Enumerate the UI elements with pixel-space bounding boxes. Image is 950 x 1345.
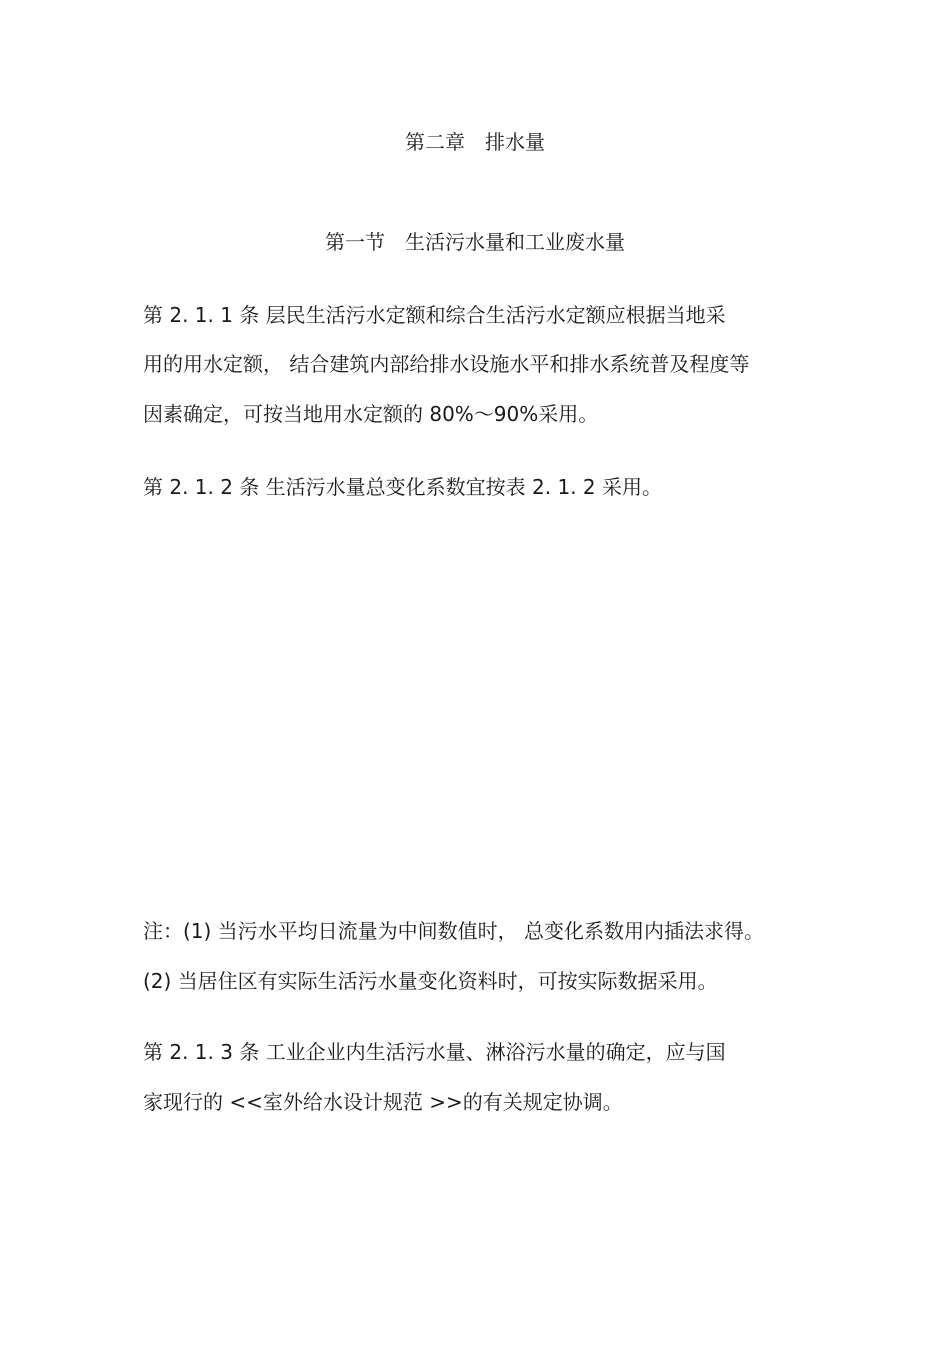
article-2-1-2-line1: 第 2. 1. 2 条 生活污水量总变化系数宜按表 2. 1. 2 采用。 [143,475,662,499]
article-2-1-3-line2: 家现行的 <<室外给水设计规范 >>的有关规定协调。 [143,1090,623,1114]
article-2-1-1-line1: 第 2. 1. 1 条 层民生活污水定额和综合生活污水定额应根据当地采 [143,303,726,327]
article-2-1-1-line3: 因素确定，可按当地用水定额的 80%～90%采用。 [143,402,599,426]
section-title: 第一节 生活污水量和工业废水量 [325,230,625,254]
note-line-1: 注：(1) 当污水平均日流量为中间数值时， 总变化系数用内插法求得。 [143,919,765,943]
article-2-1-1-line2: 用的用水定额， 结合建筑内部给排水设施水平和排水系统普及程度等 [143,352,750,376]
note-line-2: (2) 当居住区有实际生活污水量变化资料时，可按实际数据采用。 [143,969,718,993]
article-2-1-3-line1: 第 2. 1. 3 条 工业企业内生活污水量、淋浴污水量的确定，应与国 [143,1040,726,1064]
chapter-title: 第二章 排水量 [405,130,545,154]
